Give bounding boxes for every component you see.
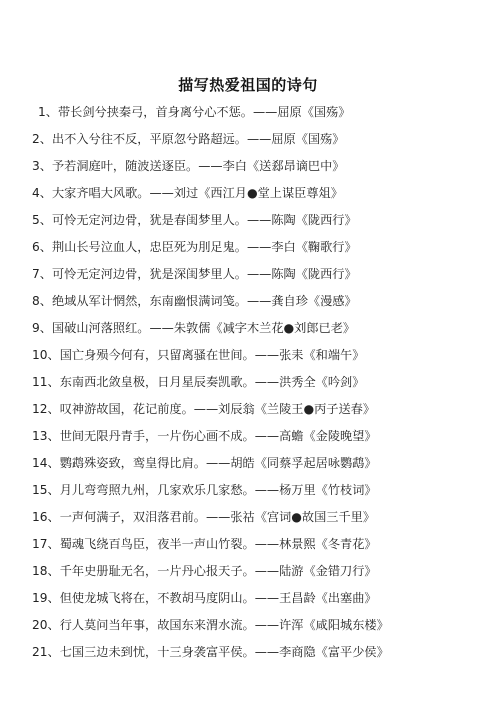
document-title: 描写热爱祖国的诗句 (178, 76, 318, 94)
poem-line: 7、可怜无定河边骨，犹是深闺梦里人。——陈陶《陇西行》 (32, 267, 357, 281)
poem-line: 3、予若洞庭叶，随波送逐臣。——李白《送郄昂谪巴中》 (32, 159, 345, 173)
poem-line: 1、带长剑兮挟秦弓，首身离兮心不惩。——屈原《国殇》 (38, 105, 351, 119)
poem-line: 18、千年史册耻无名，一片丹心报天子。——陆游《金错刀行》 (32, 564, 377, 578)
poem-line: 12、叹神游故国，花记前度。——刘辰翁《兰陵王●丙子送春》 (32, 402, 376, 416)
poem-line: 15、月儿弯弯照九州，几家欢乐几家愁。——杨万里《竹枝词》 (32, 483, 377, 497)
poem-line: 9、国破山河落照红。——朱敦儒《减字木兰花●刘郎已老》 (32, 321, 356, 335)
poem-line: 8、绝域从军计惘然，东南幽恨满词笺。——龚自珍《漫感》 (32, 294, 357, 308)
poem-line: 14、鹦鹉殊姿致，鸾皇得比肩。——胡皓《同蔡孚起居咏鹦鹉》 (32, 456, 377, 470)
poem-line: 21、七国三边未到忧，十三身袭富平侯。——李商隐《富平少侯》 (32, 645, 389, 659)
poem-line: 10、国亡身殒今何有，只留离骚在世间。——张耒《和端午》 (32, 348, 365, 362)
poem-line: 16、一声何满子，双泪落君前。——张祜《宫词●故国三千里》 (32, 510, 376, 524)
poem-line: 13、世间无限丹青手，一片伤心画不成。——高蟾《金陵晚望》 (32, 429, 377, 443)
poem-line: 20、行人莫问当年事，故国东来渭水流。——许浑《咸阳城东楼》 (32, 618, 389, 632)
poem-line: 4、大家齐唱大风歌。——刘过《西江月●堂上谋臣尊俎》 (32, 186, 343, 200)
poem-line: 5、可怜无定河边骨，犹是春闺梦里人。——陈陶《陇西行》 (32, 213, 357, 227)
poem-line: 11、东南西北敛皇极，日月星辰奏凯歌。——洪秀全《吟剑》 (32, 375, 365, 389)
poem-line: 2、出不入兮往不反，平原忽兮路超远。——屈原《国殇》 (32, 132, 345, 146)
poem-line: 19、但使龙城飞将在，不教胡马度阴山。——王昌龄《出塞曲》 (32, 591, 377, 605)
poem-line-list (0, 99, 496, 666)
poem-line: 17、蜀魂飞绕百鸟臣，夜半一声山竹裂。——林景熙《冬青花》 (32, 537, 377, 551)
poem-line: 6、荆山长号泣血人，忠臣死为刖足鬼。——李白《鞠歌行》 (32, 240, 357, 254)
